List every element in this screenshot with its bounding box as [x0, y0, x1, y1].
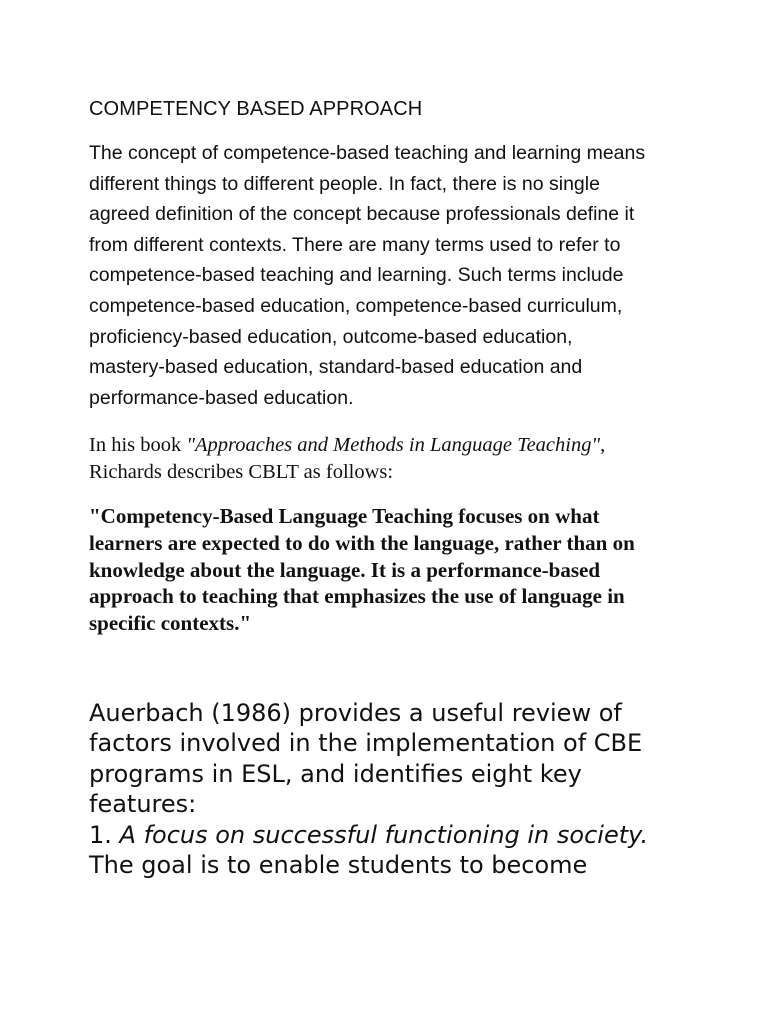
- auerbach-line: features:: [89, 790, 197, 819]
- feature-title: A focus on successful functioning in society.: [119, 820, 649, 849]
- intro-line: performance-based education.: [89, 386, 354, 409]
- quote-line: "Competency-Based Language Teaching focuses on what: [89, 504, 600, 528]
- intro-line: The concept of competence-based teaching and learning means: [89, 142, 646, 164]
- feature-text: The goal is to enable students to become: [89, 851, 588, 880]
- richards-suffix: ,: [600, 434, 606, 456]
- feature-item-1: [89, 820, 729, 850]
- richards-paragraph: [89, 432, 689, 486]
- intro-line: mastery-based education, standard-based education and: [89, 356, 583, 379]
- quote-line: knowledge about the language. It is a performance-based: [89, 557, 601, 582]
- book-title: "Approaches and Methods in Language Teaching": [186, 434, 601, 456]
- richards-line-2: Richards describes CBLT as follows:: [89, 461, 394, 483]
- auerbach-line: Auerbach (1986) provides a useful review of: [89, 699, 622, 727]
- auerbach-line: programs in ESL, and identifies eight key: [89, 759, 582, 788]
- intro-line: proficiency-based education, outcome-based education,: [89, 325, 573, 348]
- cblt-quote: [89, 503, 699, 637]
- intro-line: competence-based education, competence-based curriculum,: [89, 294, 623, 317]
- intro-paragraph: [89, 138, 689, 413]
- intro-line: from different contexts. There are many terms used to refer to: [89, 233, 621, 256]
- auerbach-line: factors involved in the implementation of CBE: [89, 729, 643, 758]
- quote-line: learners are expected to do with the language, rather than on: [89, 530, 635, 555]
- feature-number: 1.: [89, 820, 120, 849]
- richards-line-1: [89, 432, 689, 459]
- richards-prefix: In his book: [89, 434, 187, 456]
- quote-line: specific contexts.": [89, 611, 252, 636]
- document-title: COMPETENCY BASED APPROACH: [89, 98, 423, 120]
- quote-line: approach to teaching that emphasizes the use of language in: [89, 584, 625, 609]
- intro-line: agreed definition of the concept because professionals define it: [89, 203, 635, 226]
- intro-line: competence-based teaching and learning. Such terms include: [89, 264, 624, 287]
- intro-line: different things to different people. In fact, there is no single: [89, 172, 600, 195]
- auerbach-section: [89, 698, 729, 880]
